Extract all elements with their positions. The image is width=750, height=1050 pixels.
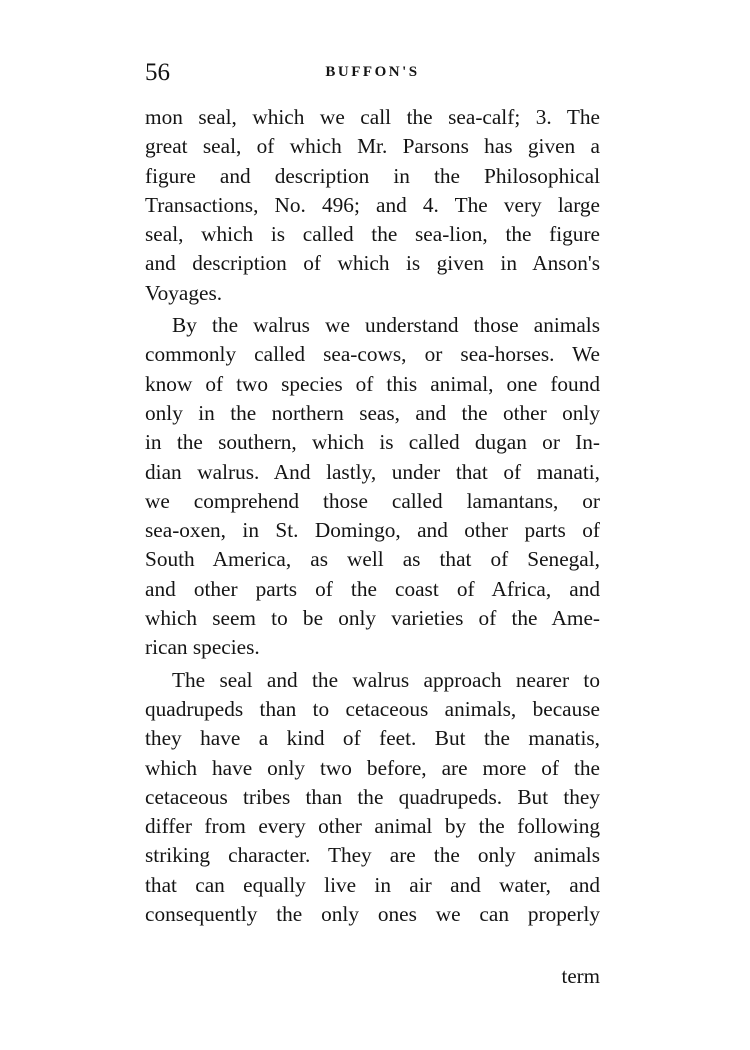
text-line: quadrupeds than to cetaceous animals, because <box>145 696 600 721</box>
text-line: and description of which is given in Anson's <box>145 251 600 276</box>
text-line: The seal and the walrus approach nearer to <box>172 667 600 692</box>
text-line: which have only two before, are more of the <box>145 755 600 780</box>
text-line: differ from every other animal by the following <box>145 814 600 839</box>
text-line: Transactions, No. 496; and 4. The very large <box>145 192 600 217</box>
text-line: commonly called sea-cows, or sea-horses. We <box>145 342 600 367</box>
text-line: South America, as well as that of Senegal, <box>145 547 600 572</box>
text-line: dian walrus. And lastly, under that of manati, <box>145 459 600 484</box>
text-line: and other parts of the coast of Africa, and <box>145 576 600 601</box>
catchword: term <box>561 964 600 988</box>
page-header <box>145 58 600 94</box>
text-line: in the southern, which is called dugan or In- <box>145 430 600 455</box>
text-line: figure and description in the Philosophical <box>145 163 600 188</box>
text-line: mon seal, which we call the sea-calf; 3. The <box>145 105 600 129</box>
text-line: cetaceous tribes than the quadrupeds. But they <box>145 784 600 809</box>
text-line: that can equally live in air and water, and <box>145 872 600 897</box>
text-line: great seal, of which Mr. Parsons has given a <box>145 134 600 159</box>
paragraph <box>145 666 600 930</box>
text-line: By the walrus we understand those animals <box>172 313 600 338</box>
text-line: know of two species of this animal, one found <box>145 371 600 396</box>
text-line: they have a kind of feet. But the manatis, <box>145 726 600 751</box>
text-line: Voyages. <box>145 280 223 305</box>
text-line: we comprehend those called lamantans, or <box>145 488 600 513</box>
running-head: BUFFON'S <box>325 64 420 80</box>
page-number: 56 <box>145 59 170 86</box>
text-line: seal, which is called the sea-lion, the figure <box>145 222 600 247</box>
text-line: rican species. <box>145 635 260 660</box>
paragraph <box>145 103 600 308</box>
text-line: which seem to be only varieties of the Ame- <box>145 606 600 631</box>
text-line: consequently the only ones we can properly <box>145 902 600 927</box>
text-line: only in the northern seas, and the other only <box>145 400 600 425</box>
text-line: sea-oxen, in St. Domingo, and other parts of <box>145 518 600 543</box>
text-line: striking character. They are the only animals <box>145 843 600 868</box>
paragraph <box>145 311 600 663</box>
body-text <box>145 103 600 929</box>
